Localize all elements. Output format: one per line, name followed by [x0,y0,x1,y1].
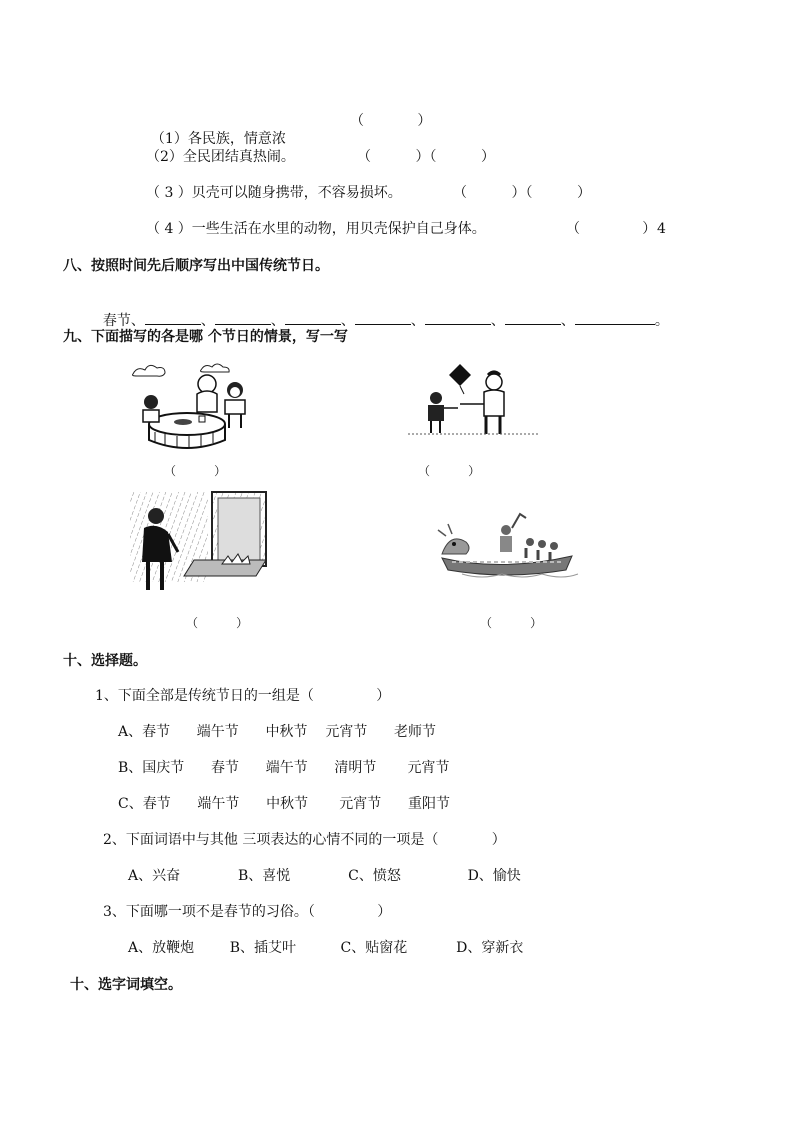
section-9-title: 九、下面描写的各是哪 个节日的情景，写一写 [63,329,348,345]
period: 。 [654,313,669,329]
item-1-text: （1）各民族，情意浓 [150,131,286,147]
question-1-stem: 1、下面全部是传统节日的一组是（ ） [95,688,391,704]
separator: 、 [490,313,505,329]
item-1 [142,112,286,148]
festival-blank-1[interactable] [145,311,201,325]
festival-blank-3[interactable] [285,311,341,325]
separator: 、 [340,313,355,329]
festival-blank-4[interactable] [355,311,411,325]
item-1-brackets: （ ） [350,113,432,129]
festival-blank-6[interactable] [505,311,561,325]
kite-flying-picture [408,362,538,442]
item-2-brackets: （ ）（ ） [357,149,496,165]
separator: 、 [410,313,425,329]
item-4-brackets: （ ） [566,221,657,237]
dragon-boat-picture [432,508,582,588]
question-1-option-b[interactable]: B、国庆节 春节 端午节 清明节 元宵节 [118,760,450,776]
separator: 、 [270,313,285,329]
festival-first: 春节、 [102,313,145,329]
question-2-options[interactable]: A、兴奋 B、喜悦 C、愤怒 D、愉快 [128,868,521,884]
item-2-text: （2）全民团结真热闹。 [146,149,295,165]
festival-blank-2[interactable] [215,311,271,325]
festival-blank-7[interactable] [575,311,655,325]
section-11-title: 十、选字词填空。 [70,977,182,993]
item-4-text: （ 4 ）一些生活在水里的动物，用贝壳保护自己身体。 [146,221,486,237]
separator: 、 [200,313,215,329]
section-8-title: 八、按照时间先后顺序写出中国传统节日。 [63,258,329,274]
festival-order-line [94,293,669,330]
tomb-sweeping-picture [128,490,273,600]
question-1-option-c[interactable]: C、春节 端午节 中秋节 元宵节 重阳节 [118,796,450,812]
item-4-tail: 4 [657,221,666,237]
item-3-brackets: （ ）（ ） [453,185,592,201]
caption-1: （ ） [164,464,227,478]
caption-3: （ ） [186,616,249,630]
question-2-stem: 2、下面词语中与其他 三项表达的心情不同的一项是（ ） [103,832,506,848]
item-3-text: （ 3 ）贝壳可以随身携带，不容易损坏。 [146,185,402,201]
question-1-option-a[interactable]: A、春节 端午节 中秋节 元宵节 老师节 [118,724,437,740]
family-dinner-picture [125,362,255,457]
separator: 、 [560,313,575,329]
festival-blank-5[interactable] [425,311,491,325]
caption-4: （ ） [480,616,543,630]
section-10-title: 十、选择题。 [63,653,147,669]
caption-2: （ ） [418,464,481,478]
question-3-stem: 3、下面哪一项不是春节的习俗。（ ） [103,904,392,920]
question-3-options[interactable]: A、放鞭炮 B、插艾叶 C、贴窗花 D、穿新衣 [128,940,524,956]
